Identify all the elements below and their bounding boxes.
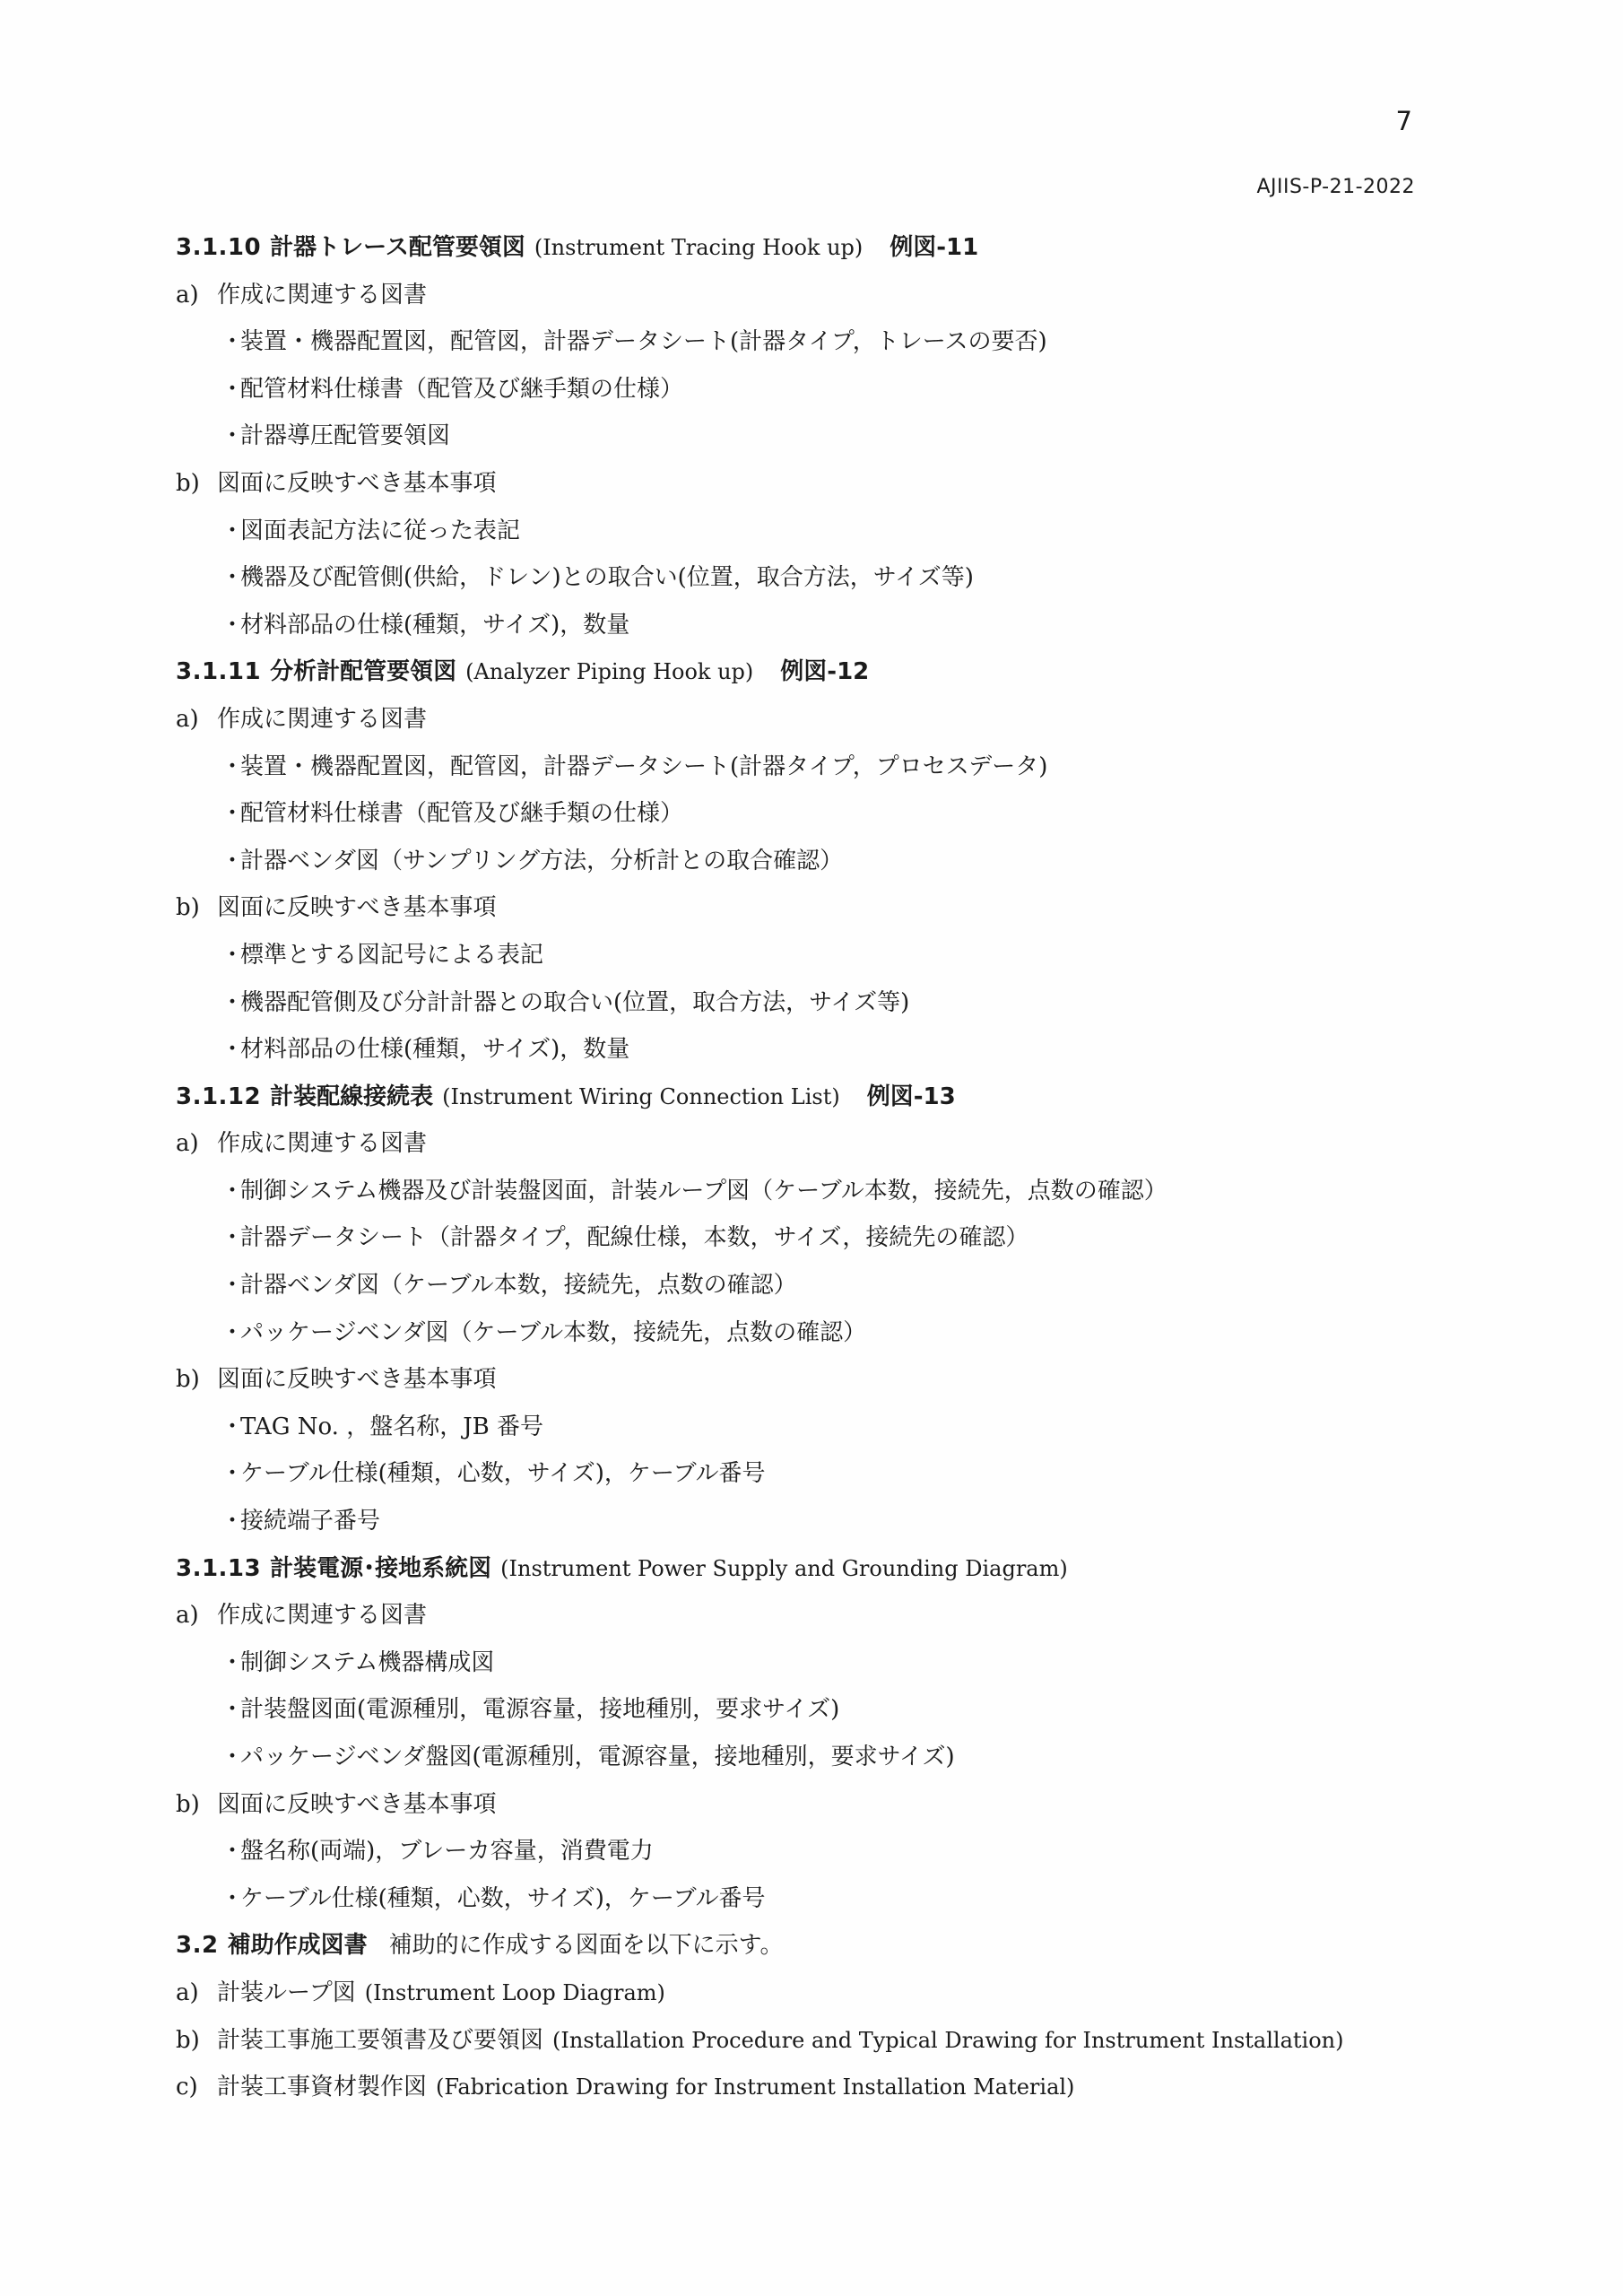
- section-heading: [176, 1922, 1431, 1970]
- section-title: 計装配線接続表: [270, 1083, 434, 1110]
- bullet-mark: ・: [221, 1460, 245, 1488]
- list-item-text: 材料部品の仕様(種類，サイズ)，数量: [240, 1036, 630, 1064]
- list-item-text: 制御システム機器構成図: [240, 1648, 495, 1676]
- list-item: [176, 932, 1431, 979]
- list-item: [176, 1734, 1431, 1781]
- bullet-mark: ・: [221, 1413, 245, 1440]
- list-item: [176, 1168, 1431, 1215]
- section-heading: [176, 648, 1431, 696]
- section-title-english: (Instrument Wiring Connection List): [442, 1083, 840, 1109]
- list-item: [176, 838, 1431, 885]
- section-heading: [176, 1074, 1431, 1121]
- list-item-text: 計器ベンダ図（サンプリング方法，分析計との取合確認）: [240, 847, 844, 874]
- bullet-mark: ・: [221, 941, 245, 969]
- bullet-mark: ・: [221, 1696, 245, 1724]
- supplementary-letter: c): [176, 2074, 198, 2101]
- list-item-text: パッケージベンダ盤図(電源種別，電源容量，接地種別，要求サイズ): [240, 1744, 955, 1770]
- section-number: 3.1.13: [176, 1554, 262, 1582]
- subsection-letter: b): [176, 1790, 200, 1818]
- document-id: AJIIS-P-21-2022: [1256, 176, 1415, 198]
- list-item: [176, 1639, 1431, 1687]
- supplementary-item: [176, 2064, 1431, 2111]
- list-item-text: 配管材料仕様書（配管及び継手類の仕様）: [240, 800, 684, 828]
- supplementary-item: [176, 1970, 1431, 2017]
- list-item-text: 計器ベンダ図（ケーブル本数，接続先，点数の確認）: [240, 1272, 797, 1300]
- list-item: [176, 1309, 1431, 1357]
- list-item: [176, 318, 1431, 366]
- subsection-heading: [176, 1592, 1431, 1639]
- bullet-mark: ・: [221, 1224, 245, 1252]
- list-item: [176, 979, 1431, 1027]
- section-title: 分析計配管要領図: [270, 658, 457, 686]
- list-item-text: 計装盤図面(電源種別，電源容量，接地種別，要求サイズ): [240, 1696, 840, 1724]
- list-item: [176, 1828, 1431, 1875]
- section-heading: [176, 224, 1431, 272]
- list-item-text: 配管材料仕様書（配管及び継手類の仕様）: [240, 375, 684, 403]
- subsection-label: 図面に反映すべき基本事項: [217, 894, 497, 922]
- list-item-text: 制御システム機器及び計装盤図面，計装ループ図（ケーブル本数，接続先，点数の確認）: [240, 1177, 1167, 1205]
- subsection-label: 図面に反映すべき基本事項: [217, 1366, 497, 1394]
- list-item: [176, 1686, 1431, 1734]
- bullet-mark: ・: [221, 611, 245, 639]
- supplementary-title: 計装工事資材製作図: [217, 2074, 428, 2101]
- list-item: [176, 1450, 1431, 1498]
- subsection-letter: b): [176, 1366, 200, 1394]
- subsection-heading: [176, 1781, 1431, 1829]
- bullet-mark: ・: [221, 1884, 245, 1912]
- supplementary-letter: a): [176, 1979, 199, 2006]
- list-item-text: ケーブル仕様(種類，心数，サイズ)，ケーブル番号: [240, 1884, 766, 1912]
- list-item-text: 機器及び配管側(供給，ドレン)との取合い(位置，取合方法，サイズ等): [240, 564, 974, 592]
- subsection-label: 図面に反映すべき基本事項: [217, 469, 497, 497]
- bullet-mark: ・: [221, 1838, 245, 1866]
- subsection-label: 作成に関連する図書: [217, 705, 428, 733]
- subsection-letter: a): [176, 1130, 199, 1158]
- bullet-mark: ・: [221, 988, 245, 1016]
- subsection-heading: [176, 460, 1431, 508]
- subsection-label: 図面に反映すべき基本事項: [217, 1790, 497, 1818]
- list-item-text: 装置・機器配置図，配管図，計器データシート(計器タイプ，トレースの要否): [240, 328, 1047, 356]
- list-item: [176, 1262, 1431, 1309]
- list-item-text: 材料部品の仕様(種類，サイズ)，数量: [240, 611, 630, 639]
- section-title: 計器トレース配管要領図: [270, 234, 525, 261]
- section-title: 補助作成図書: [227, 1932, 368, 1960]
- list-item: [176, 1498, 1431, 1545]
- list-item: [176, 744, 1431, 791]
- bullet-mark: ・: [221, 1272, 245, 1300]
- bullet-mark: ・: [221, 1177, 245, 1205]
- list-item-text: 接続端子番号: [240, 1508, 381, 1535]
- list-item-text: 計器導圧配管要領図: [240, 422, 451, 450]
- list-item-text: 図面表記方法に従った表記: [240, 517, 521, 544]
- subsection-letter: a): [176, 705, 199, 733]
- subsection-heading: [176, 1356, 1431, 1404]
- supplementary-title: 計装工事施工要領書及び要領図: [217, 2026, 544, 2054]
- bullet-mark: ・: [221, 517, 245, 544]
- subsection-letter: b): [176, 469, 200, 497]
- bullet-mark: ・: [221, 375, 245, 403]
- list-item-text: 標準とする図記号による表記: [240, 941, 544, 969]
- subsection-letter: b): [176, 894, 200, 922]
- subsection-label: 作成に関連する図書: [217, 281, 428, 309]
- subsection-heading: [176, 272, 1431, 319]
- list-item: [176, 1875, 1431, 1923]
- section-title: 計装電源･接地系統図: [270, 1554, 492, 1582]
- bullet-mark: ・: [221, 564, 245, 592]
- list-item-text: 計器データシート（計器タイプ，配線仕様，本数，サイズ，接続先の確認）: [240, 1224, 1029, 1252]
- bullet-mark: ・: [221, 1648, 245, 1676]
- bullet-mark: ・: [221, 1036, 245, 1064]
- bullet-mark: ・: [221, 1744, 245, 1770]
- supplementary-title-english: (Installation Procedure and Typical Drawing for Instrument Installation): [552, 2027, 1344, 2053]
- list-item: [176, 1026, 1431, 1074]
- list-item: [176, 413, 1431, 460]
- subsection-letter: a): [176, 1602, 199, 1630]
- bullet-mark: ・: [221, 422, 245, 450]
- section-title-english: (Analyzer Piping Hook up): [465, 659, 754, 685]
- subsection-heading: [176, 1120, 1431, 1168]
- supplementary-item: [176, 2017, 1431, 2065]
- list-item-text: TAG No. ，盤名称，JB 番号: [240, 1413, 544, 1440]
- subsection-heading: [176, 884, 1431, 932]
- supplementary-title-english: (Fabrication Drawing for Instrument Installation Material): [436, 2074, 1075, 2100]
- supplementary-title-english: (Instrument Loop Diagram): [364, 1979, 665, 2005]
- subsection-label: 作成に関連する図書: [217, 1602, 428, 1630]
- bullet-mark: ・: [221, 1508, 245, 1535]
- bullet-mark: ・: [221, 1318, 245, 1346]
- list-item-text: パッケージベンダ図（ケーブル本数，接続先，点数の確認）: [240, 1318, 867, 1346]
- document-body: [176, 224, 1431, 2111]
- section-title-english: (Instrument Power Supply and Grounding Diagram): [500, 1555, 1068, 1581]
- list-item-text: 機器配管側及び分計計器との取合い(位置，取合方法，サイズ等): [240, 988, 910, 1016]
- list-item-text: ケーブル仕様(種類，心数，サイズ)，ケーブル番号: [240, 1460, 766, 1488]
- example-figure-ref: 例図-13: [866, 1083, 956, 1110]
- bullet-mark: ・: [221, 847, 245, 874]
- list-item: [176, 1214, 1431, 1262]
- bullet-mark: ・: [221, 328, 245, 356]
- section-description: 補助的に作成する図面を以下に示す。: [388, 1932, 784, 1960]
- section-number: 3.1.12: [176, 1083, 262, 1110]
- section-title-english: (Instrument Tracing Hook up): [534, 235, 864, 260]
- list-item-text: 装置・機器配置図，配管図，計器データシート(計器タイプ，プロセスデータ): [240, 752, 1048, 780]
- section-heading: [176, 1545, 1431, 1593]
- section-number: 3.1.11: [176, 658, 262, 686]
- example-figure-ref: 例図-11: [890, 234, 979, 261]
- list-item: [176, 366, 1431, 413]
- example-figure-ref: 例図-12: [780, 658, 870, 686]
- bullet-mark: ・: [221, 800, 245, 828]
- subsection-label: 作成に関連する図書: [217, 1130, 428, 1158]
- supplementary-letter: b): [176, 2026, 200, 2054]
- subsection-letter: a): [176, 281, 199, 309]
- section-number: 3.1.10: [176, 234, 262, 261]
- subsection-heading: [176, 696, 1431, 744]
- section-number: 3.2: [176, 1932, 219, 1960]
- list-item: [176, 1404, 1431, 1451]
- list-item: [176, 790, 1431, 838]
- list-item: [176, 508, 1431, 555]
- page-number: 7: [1395, 106, 1413, 136]
- list-item: [176, 602, 1431, 649]
- supplementary-title: 計装ループ図: [217, 1979, 356, 2006]
- list-item: [176, 554, 1431, 602]
- bullet-mark: ・: [221, 752, 245, 780]
- list-item-text: 盤名称(両端)，ブレーカ容量，消費電力: [240, 1838, 654, 1866]
